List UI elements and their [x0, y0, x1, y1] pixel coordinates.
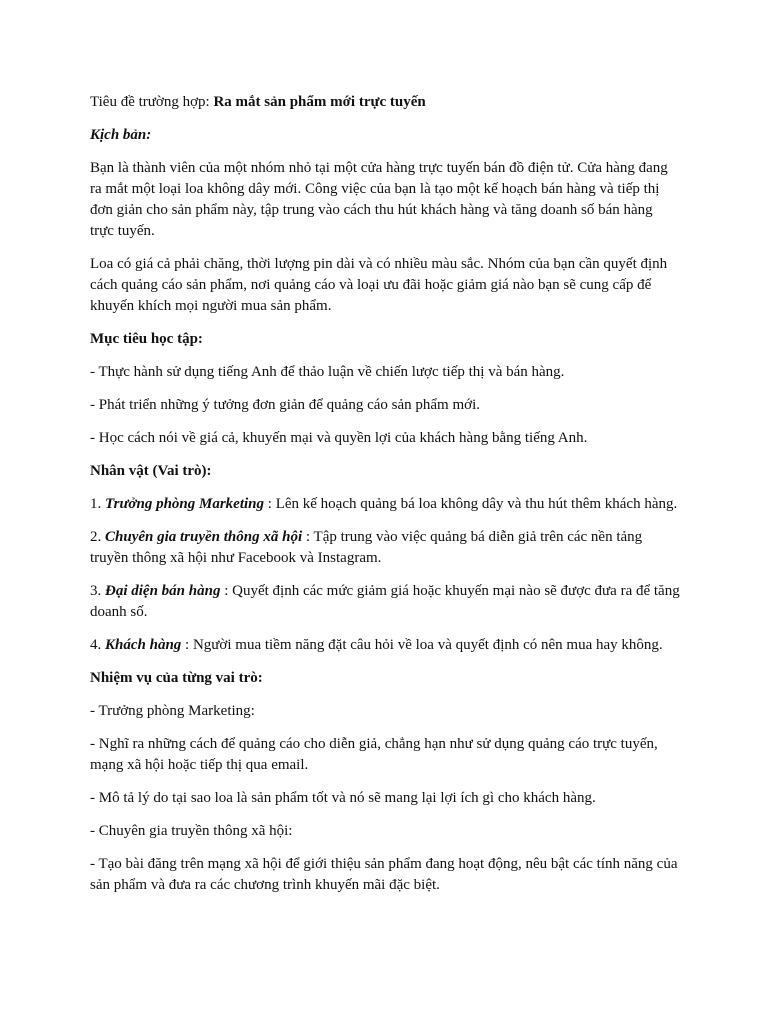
case-title-value: Ra mắt sản phẩm mới trực tuyến — [213, 94, 426, 110]
role-description: : Quyết định các mức giảm giá hoặc khuyến mại nào sẽ được đưa ra để tăng doanh số. — [90, 583, 680, 620]
role-number: 2. — [90, 529, 105, 545]
case-title-label: Tiêu đề trường hợp: — [90, 94, 214, 110]
role-item-4 — [90, 635, 680, 656]
role-item-2 — [90, 527, 680, 569]
role-number: 3. — [90, 583, 105, 599]
scenario-heading: Kịch bản: — [90, 127, 152, 143]
task-item-1: - Trưởng phòng Marketing: — [90, 703, 255, 719]
task-item-3: - Mô tả lý do tại sao loa là sản phẩm tốt và nó sẽ mang lại lợi ích gì cho khách hàng. — [90, 790, 596, 806]
role-name: Khách hàng — [105, 637, 182, 653]
scenario-paragraph-1: Bạn là thành viên của một nhóm nhỏ tại một cửa hàng trực tuyến bán đồ điện tử. Cửa hàng đang ra mắt một loại loa không dây mới. Công việc của bạn là tạo một kế hoạch bán hàng và tiếp thị đơn giản cho sản phẩm này, tập trung vào cách thu hút khách hàng và tăng doanh số bán hàng trực tuyến. — [90, 160, 668, 239]
task-item-5: - Tạo bài đăng trên mạng xã hội để giới thiệu sản phẩm đang hoạt động, nêu bật các tính năng của sản phẩm và đưa ra các chương trình khuyến mãi đặc biệt. — [90, 856, 678, 893]
roles-heading: Nhân vật (Vai trò): — [90, 463, 212, 479]
task-item-2: - Nghĩ ra những cách để quảng cáo cho diễn giả, chẳng hạn như sử dụng quảng cáo trực tuyến, mạng xã hội hoặc tiếp thị qua email. — [90, 736, 658, 773]
document-page — [90, 92, 680, 908]
role-number: 1. — [90, 496, 105, 512]
role-description: : Lên kế hoạch quảng bá loa không dây và thu hút thêm khách hàng. — [264, 496, 678, 512]
objective-item-2: - Phát triển những ý tưởng đơn giản để quảng cáo sản phẩm mới. — [90, 397, 480, 413]
role-name: Trưởng phòng Marketing — [105, 496, 265, 512]
objective-item-3: - Học cách nói về giá cả, khuyến mại và quyền lợi của khách hàng bằng tiếng Anh. — [90, 430, 588, 446]
role-item-3 — [90, 581, 680, 623]
objective-item-1: - Thực hành sử dụng tiếng Anh để thảo luận về chiến lược tiếp thị và bán hàng. — [90, 364, 565, 380]
role-description: : Tập trung vào việc quảng bá diễn giả trên các nền tảng truyền thông xã hội như Facebook và Instagram. — [90, 529, 643, 566]
role-name: Chuyên gia truyền thông xã hội — [105, 529, 303, 545]
objectives-heading: Mục tiêu học tập: — [90, 331, 203, 347]
scenario-paragraph-2: Loa có giá cả phải chăng, thời lượng pin dài và có nhiều màu sắc. Nhóm của bạn cần quyết định cách quảng cáo sản phẩm, nơi quảng cáo và loại ưu đãi hoặc giảm giá nào bạn sẽ cung cấp để khuyến khích mọi người mua sản phẩm. — [90, 256, 668, 314]
task-item-4: - Chuyên gia truyền thông xã hội: — [90, 823, 293, 839]
role-name: Đại diện bán hàng — [105, 583, 221, 599]
role-description: : Người mua tiềm năng đặt câu hỏi về loa và quyết định có nên mua hay không. — [181, 637, 663, 653]
role-item-1 — [90, 494, 680, 515]
case-title — [90, 92, 680, 113]
role-number: 4. — [90, 637, 105, 653]
tasks-heading: Nhiệm vụ của từng vai trò: — [90, 670, 263, 686]
